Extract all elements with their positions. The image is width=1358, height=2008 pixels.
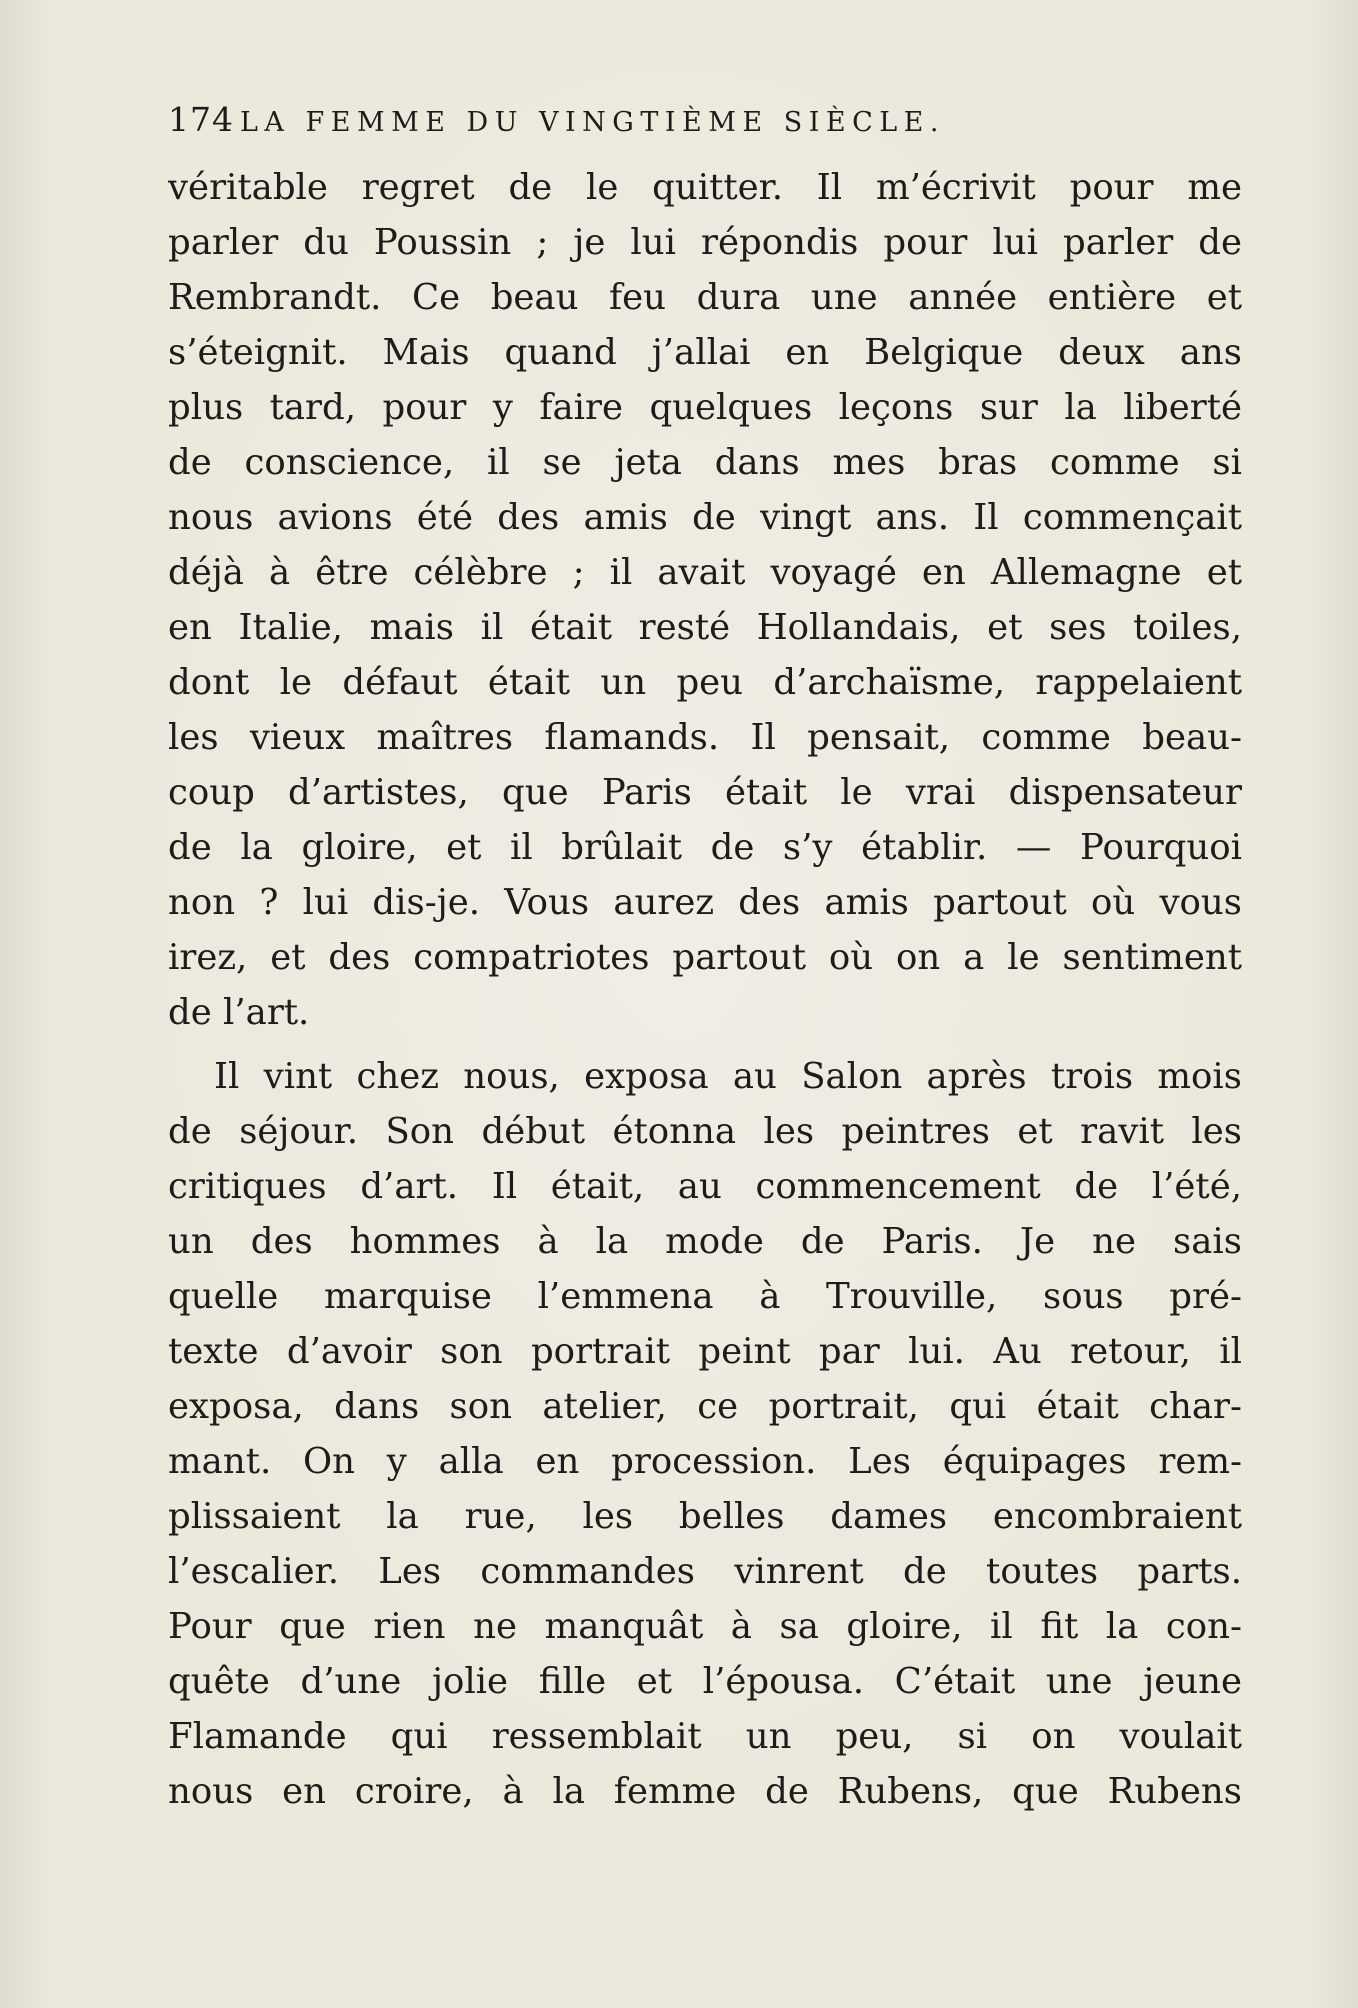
- text-line: texte d’avoir son portrait peint par lui. Au retour, il: [168, 1331, 1242, 1372]
- text-line: coup d’artistes, que Paris était le vrai dispensateur: [168, 772, 1242, 813]
- text-line: de séjour. Son début étonna les peintres et ravit les: [168, 1111, 1242, 1152]
- text-line: Flamande qui ressemblait un peu, si on voulait: [168, 1716, 1242, 1757]
- text-line: plus tard, pour y faire quelques leçons sur la liberté: [168, 387, 1242, 428]
- text-line: de conscience, il se jeta dans mes bras comme si: [168, 442, 1242, 483]
- text-line: nous avions été des amis de vingt ans. Il commençait: [168, 497, 1242, 538]
- text-line: non ? lui dis-je. Vous aurez des amis partout où vous: [168, 882, 1242, 923]
- text-line: s’éteignit. Mais quand j’allai en Belgique deux ans: [168, 332, 1242, 373]
- text-line: en Italie, mais il était resté Hollandais, et ses toiles,: [168, 607, 1242, 648]
- text-line: quelle marquise l’emmena à Trouville, sous pré-: [168, 1276, 1242, 1317]
- text-line: les vieux maîtres flamands. Il pensait, comme beau-: [168, 717, 1242, 758]
- paragraph-first-line: Il vint chez nous, exposa au Salon après trois mois: [214, 1056, 1242, 1097]
- text-line: exposa, dans son atelier, ce portrait, qui était char-: [168, 1386, 1242, 1427]
- text-line: véritable regret de le quitter. Il m’écrivit pour me: [168, 167, 1242, 208]
- text-line: quête d’une jolie fille et l’épousa. C’était une jeune: [168, 1661, 1242, 1702]
- text-line: déjà à être célèbre ; il avait voyagé en Allemagne et: [168, 552, 1242, 593]
- text-line: Rembrandt. Ce beau feu dura une année entière et: [168, 277, 1242, 318]
- page-number: 174: [168, 100, 234, 139]
- text-line: Pour que rien ne manquât à sa gloire, il fit la con-: [168, 1606, 1242, 1647]
- text-line: critiques d’art. Il était, au commencement de l’été,: [168, 1166, 1242, 1207]
- text-line: l’escalier. Les commandes vinrent de toutes parts.: [168, 1551, 1242, 1592]
- text-line: parler du Poussin ; je lui répondis pour lui parler de: [168, 222, 1242, 263]
- text-line: plissaient la rue, les belles dames encombraient: [168, 1496, 1242, 1537]
- text-line: dont le défaut était un peu d’archaïsme, rappelaient: [168, 662, 1242, 703]
- running-title: LA FEMME DU VINGTIÈME SIÈCLE.: [240, 107, 945, 138]
- text-line: nous en croire, à la femme de Rubens, que Rubens: [168, 1771, 1242, 1812]
- text-line: de la gloire, et il brûlait de s’y établir. — Pourquoi: [168, 827, 1242, 868]
- running-head: [168, 98, 1242, 142]
- text-line: de l’art.: [168, 992, 310, 1033]
- text-line: irez, et des compatriotes partout où on a le sentiment: [168, 937, 1242, 978]
- text-line: un des hommes à la mode de Paris. Je ne sais: [168, 1221, 1242, 1262]
- text-line: mant. On y alla en procession. Les équipages rem-: [168, 1441, 1242, 1482]
